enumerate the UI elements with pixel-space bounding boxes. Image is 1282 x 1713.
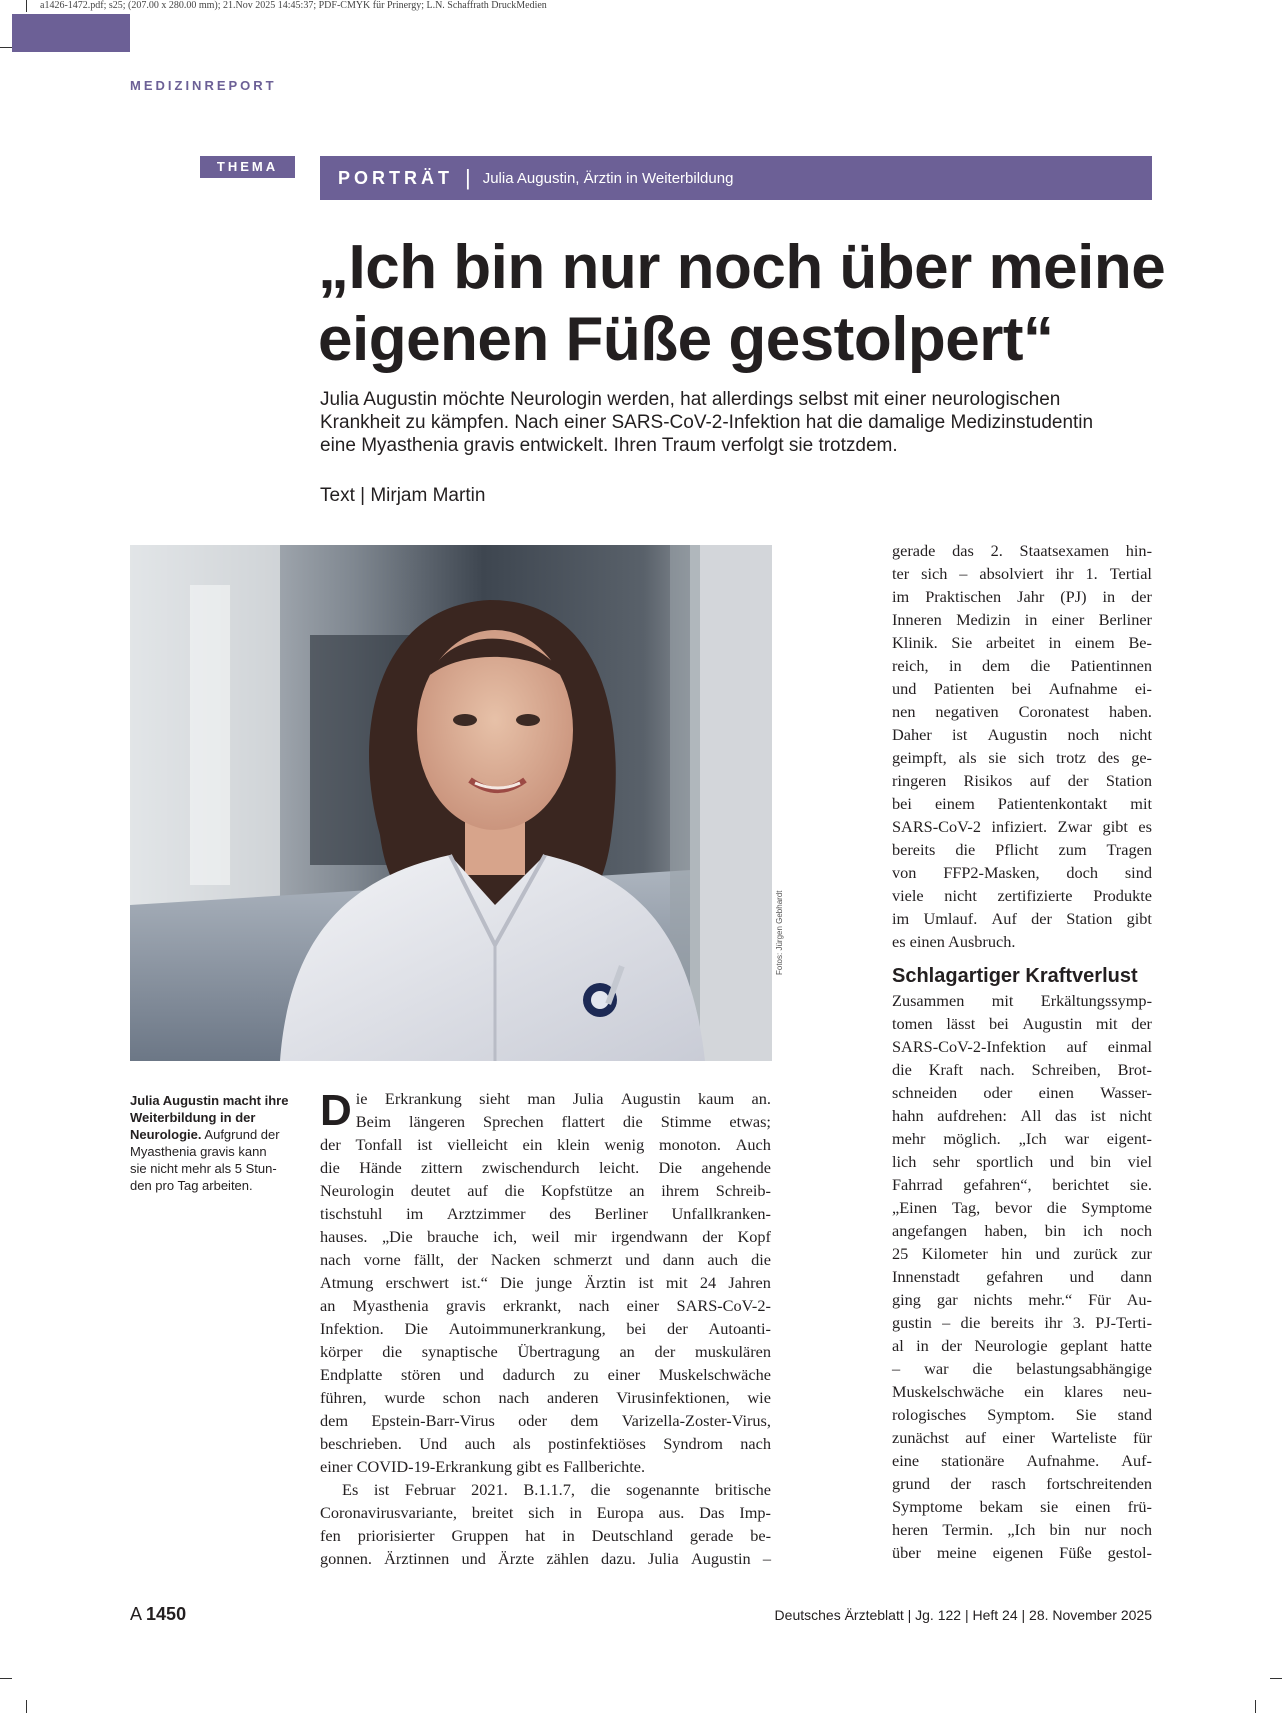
text-line: im Praktischen Jahr (PJ) in der xyxy=(892,587,1152,606)
text-line: Beim längeren Sprechen flattert die Stimme etwas; xyxy=(355,1112,771,1131)
text-line: Coronavirusvariante, breitet sich in Europa aus. Das Imp- xyxy=(320,1503,771,1522)
headline xyxy=(318,232,1198,376)
text-line: – war die belastungsabhängige xyxy=(892,1359,1152,1378)
headline-line: „Ich bin nur noch über meine xyxy=(318,233,1166,302)
text-line: von FFP2-Masken, doch sind xyxy=(892,863,1152,882)
text-line: zunächst auf einer Warteliste für xyxy=(892,1428,1152,1447)
dropcap: D xyxy=(320,1086,352,1135)
portrait-photo xyxy=(130,545,772,1061)
paragraph xyxy=(892,989,1152,1564)
paragraph xyxy=(892,539,1152,953)
text-line: Zusammen mit Erkältungssymp- xyxy=(892,991,1152,1010)
text-line: beschrieben. Und auch als postinfektiöses Syndrom nach xyxy=(320,1434,771,1453)
text-line: Atmung erschwert ist.“ Die junge Ärztin ist mit 24 Jahren xyxy=(320,1273,771,1292)
lead-line: eine Myasthenia gravis entwickelt. Ihren Traum verfolgt sie trotzdem. xyxy=(320,435,898,456)
text-line: die Hände zittern zwischendurch leicht. Die angehende xyxy=(320,1158,771,1177)
text-line: ging gar nichts mehr.“ Für Au- xyxy=(892,1290,1152,1309)
crop-mark xyxy=(1270,1678,1282,1679)
paragraph xyxy=(320,1478,771,1570)
lead-line: Julia Augustin möchte Neurologin werden, hat allerdings selbst mit einer neurologischen xyxy=(320,389,1061,410)
text-line: fen priorisierter Gruppen hat in Deutschland gerade be- xyxy=(320,1526,771,1545)
text-line: führen, wurde schon nach anderen Virusinfektionen, wie xyxy=(320,1388,771,1407)
text-line: hauses. „Die brauche ich, weil mir irgendwann der Kopf xyxy=(320,1227,771,1246)
photo-caption xyxy=(130,1092,290,1194)
text-line: angefangen haben, bin ich noch xyxy=(892,1221,1152,1240)
section-label: MEDIZINREPORT xyxy=(130,78,277,93)
crop-mark xyxy=(0,1678,12,1679)
caption-line: sie nicht mehr als 5 Stun- xyxy=(130,1161,277,1176)
caption-line: den pro Tag arbeiten. xyxy=(130,1178,253,1193)
text-line: Endplatte stören und dadurch zu einer Muskelschwäche xyxy=(320,1365,771,1384)
headline-line: eigenen Füße gestolpert“ xyxy=(318,305,1054,374)
kicker-bar xyxy=(320,156,1152,200)
caption-bold-line: Neurologie. xyxy=(130,1127,202,1142)
text-line: der Tonfall ist vielleicht ein klein wenig monoton. Auch xyxy=(320,1135,771,1154)
journal-footer: Deutsches Ärzteblatt | Jg. 122 | Heft 24 | 28. November 2025 xyxy=(774,1607,1152,1623)
kicker-separator: | xyxy=(465,165,471,190)
text-line: nach vorne fällt, der Nacken schmerzt und dann auch die xyxy=(320,1250,771,1269)
text-line: grund der rasch fortschreitenden xyxy=(892,1474,1152,1493)
text-line: ter sich – absolviert ihr 1. Tertial xyxy=(892,564,1152,583)
text-line: eine stationäre Aufnahme. Auf- xyxy=(892,1451,1152,1470)
text-line: bereits die Pflicht zum Tragen xyxy=(892,840,1152,859)
text-line: 25 Kilometer hin und zurück zur xyxy=(892,1244,1152,1263)
text-line: heren Termin. „Ich bin nur noch xyxy=(892,1520,1152,1539)
crop-mark xyxy=(1255,1700,1256,1713)
crop-mark xyxy=(0,47,12,48)
thema-badge: THEMA xyxy=(200,156,295,178)
text-line: Fahrrad gefahren“, berichtet sie. xyxy=(892,1175,1152,1194)
caption-bold-line: Weiterbildung in der xyxy=(130,1110,256,1125)
text-line: viele nicht zertifizierte Produkte xyxy=(892,886,1152,905)
text-line: Inneren Medizin in einer Berliner xyxy=(892,610,1152,629)
text-line: körper die synaptische Übertragung an der muskulären xyxy=(320,1342,771,1361)
text-line: Innenstadt gefahren und dann xyxy=(892,1267,1152,1286)
text-line: al in der Neurologie geplant hatte xyxy=(892,1336,1152,1355)
portrait-illustration xyxy=(130,545,772,1061)
text-line: Neurologin deutet auf die Kopfstütze an ihrem Schreib- xyxy=(320,1181,771,1200)
text-line: Symptome bekam sie einen frü- xyxy=(892,1497,1152,1516)
lead-paragraph xyxy=(320,388,1150,457)
text-line: tomen lässt bei Augustin mit der xyxy=(892,1014,1152,1033)
byline: Text | Mirjam Martin xyxy=(320,485,486,506)
text-line: mehr möglich. „Ich war eigent- xyxy=(892,1129,1152,1148)
text-line: Es ist Februar 2021. B.1.1.7, die sogenannte britische xyxy=(342,1480,771,1499)
kicker-title: PORTRÄT xyxy=(338,167,453,188)
kicker-subtitle: Julia Augustin, Ärztin in Weiterbildung xyxy=(482,169,734,187)
text-line: gonnen. Ärztinnen und Ärzte zählen dazu. Julia Augustin – xyxy=(320,1549,771,1568)
lead-line: Krankheit zu kämpfen. Nach einer SARS-CoV-2-Infektion hat die damalige Medizinstudentin xyxy=(320,412,1094,433)
text-line: lich sehr sportlich und bin viel xyxy=(892,1152,1152,1171)
print-slug: a1426-1472.pdf; s25; (207.00 x 280.00 mm); 21.Nov 2025 14:45:37; PDF-CMYK für Prinergy; L.N. Schaffrath DruckMedien xyxy=(40,0,547,11)
paragraph xyxy=(320,1087,771,1478)
text-line: über meine eigenen Füße gestol- xyxy=(892,1543,1152,1562)
section-color-tab xyxy=(12,14,130,52)
caption-line: Aufgrund der xyxy=(204,1127,280,1142)
text-line: „Einen Tag, bevor die Symptome xyxy=(892,1198,1152,1217)
article-column-3 xyxy=(892,539,1152,1564)
photo-credit: Fotos: Jürgen Gebhardt xyxy=(775,890,784,975)
text-line: Muskelschwäche ein klares neu- xyxy=(892,1382,1152,1401)
page-number-value: 1450 xyxy=(146,1604,187,1624)
text-line: und Patienten bei Aufnahme ei- xyxy=(892,679,1152,698)
subheading: Schlagartiger Kraftverlust xyxy=(892,965,1138,987)
text-line: einer COVID-19-Erkrankung gibt es Fallberichte. xyxy=(320,1457,646,1476)
text-line: bei einem Patientenkontakt mit xyxy=(892,794,1152,813)
text-line: nen negativen Coronatest haben. xyxy=(892,702,1152,721)
text-line: geimpft, als sie sich trotz des ge- xyxy=(892,748,1152,767)
text-line: rologisches Symptom. Sie stand xyxy=(892,1405,1152,1424)
text-line: ringeren Risikos auf der Station xyxy=(892,771,1152,790)
text-line: gustin – die bereits ihr 3. PJ-Terti- xyxy=(892,1313,1152,1332)
text-line: hahn aufdrehen: All das ist nicht xyxy=(892,1106,1152,1125)
page-number xyxy=(130,1604,186,1625)
caption-bold-line: Julia Augustin macht ihre xyxy=(130,1093,289,1108)
text-line: Klinik. Sie arbeitet in einem Be- xyxy=(892,633,1152,652)
text-line: Daher ist Augustin noch nicht xyxy=(892,725,1152,744)
crop-mark xyxy=(26,0,27,12)
text-line: dem Epstein-Barr-Virus oder dem Varizella-Zoster-Virus, xyxy=(320,1411,771,1430)
caption-line: Myasthenia gravis kann xyxy=(130,1144,267,1159)
text-line: die Kraft nach. Schreiben, Brot- xyxy=(892,1060,1152,1079)
text-line: gerade das 2. Staatsexamen hin- xyxy=(892,541,1152,560)
crop-mark xyxy=(26,1700,27,1713)
text-line: schneiden oder einen Wasser- xyxy=(892,1083,1152,1102)
article-column-2 xyxy=(320,1087,771,1570)
text-line: Infektion. Die Autoimmunerkrankung, bei der Autoanti- xyxy=(320,1319,771,1338)
text-line: SARS-CoV-2 infiziert. Zwar gibt es xyxy=(892,817,1152,836)
text-line: reich, in dem die Patientinnen xyxy=(892,656,1152,675)
text-line: im Umlauf. Auf der Station gibt xyxy=(892,909,1152,928)
text-line: tischstuhl im Arztzimmer des Berliner Unfallkranken- xyxy=(320,1204,771,1223)
text-line: an Myasthenia gravis erkrankt, nach einer SARS-CoV-2- xyxy=(320,1296,771,1315)
text-line: es einen Ausbruch. xyxy=(892,932,1016,951)
text-line: SARS-CoV-2-Infektion auf einmal xyxy=(892,1037,1152,1056)
page-prefix: A xyxy=(130,1604,142,1624)
text-line: ie Erkrankung sieht man Julia Augustin kaum an. xyxy=(355,1089,771,1108)
